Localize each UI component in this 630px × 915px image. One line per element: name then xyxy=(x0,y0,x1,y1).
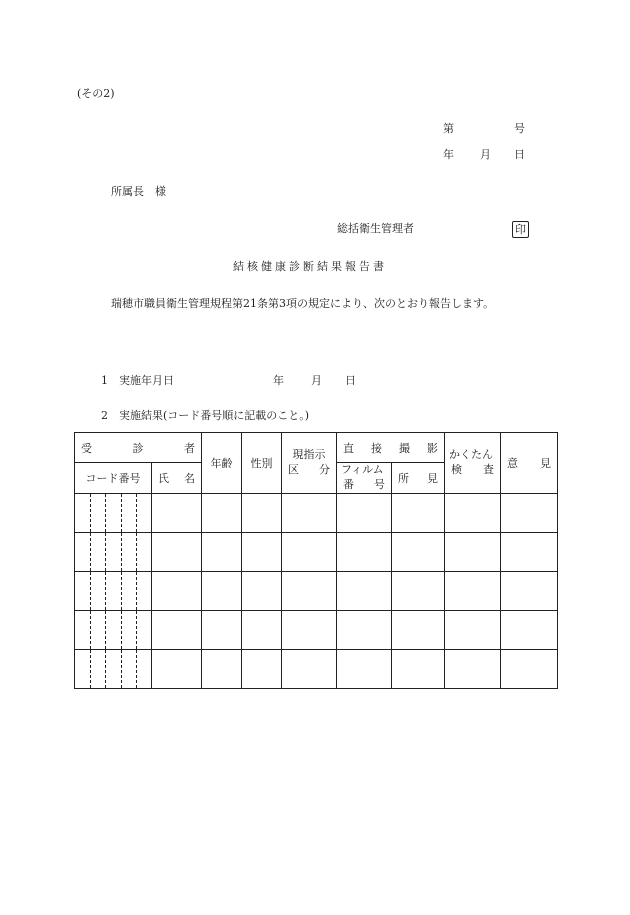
digit-divider xyxy=(105,572,106,610)
header-film-number: フィルム 番 号 xyxy=(337,463,392,494)
digit-divider xyxy=(90,533,91,571)
sex-cell[interactable] xyxy=(242,611,282,650)
digit-divider xyxy=(136,494,137,532)
sex-cell[interactable] xyxy=(242,494,282,533)
addressee: 所属長 様 xyxy=(111,185,166,198)
code-number-cell[interactable] xyxy=(75,572,152,611)
sex-cell[interactable] xyxy=(242,650,282,689)
intro-text: 瑞穂市職員衛生管理規程第21条第3項の規定により、次のとおり報告します。 xyxy=(111,297,495,310)
digit-divider xyxy=(121,572,122,610)
opinion-cell[interactable] xyxy=(501,533,558,572)
code-number-cell[interactable] xyxy=(75,533,152,572)
form-number: (その2) xyxy=(77,87,115,100)
table-row xyxy=(75,611,558,650)
film-number-cell[interactable] xyxy=(337,611,392,650)
instruction-cell[interactable] xyxy=(282,650,337,689)
opinion-cell[interactable] xyxy=(501,611,558,650)
code-number-cell[interactable] xyxy=(75,611,152,650)
item1-month: 月 xyxy=(311,374,322,387)
findings-cell[interactable] xyxy=(392,650,445,689)
header-name: 氏 名 xyxy=(152,463,202,494)
digit-divider xyxy=(105,650,106,688)
opinion-cell[interactable] xyxy=(501,650,558,689)
digit-divider xyxy=(105,611,106,649)
header-instruction: 現指示 区 分 xyxy=(282,433,337,494)
instruction-cell[interactable] xyxy=(282,494,337,533)
instruction-cell[interactable] xyxy=(282,572,337,611)
digit-divider xyxy=(90,650,91,688)
sputum-cell[interactable] xyxy=(445,611,501,650)
name-cell[interactable] xyxy=(152,533,202,572)
film-number-cell[interactable] xyxy=(337,494,392,533)
age-cell[interactable] xyxy=(202,533,242,572)
doc-number-suffix: 号 xyxy=(514,122,525,135)
age-cell[interactable] xyxy=(202,572,242,611)
header-age: 年齢 xyxy=(202,433,242,494)
digit-divider xyxy=(136,611,137,649)
sputum-cell[interactable] xyxy=(445,572,501,611)
header-findings: 所 見 xyxy=(392,463,445,494)
header-examinee: 受 診 者 xyxy=(75,433,202,463)
age-cell[interactable] xyxy=(202,611,242,650)
digit-divider xyxy=(136,650,137,688)
item1-day: 日 xyxy=(345,374,356,387)
digit-divider xyxy=(90,572,91,610)
header-opinion: 意 見 xyxy=(501,433,558,494)
sex-cell[interactable] xyxy=(242,572,282,611)
header-sex: 性別 xyxy=(242,433,282,494)
sputum-cell[interactable] xyxy=(445,494,501,533)
film-number-cell[interactable] xyxy=(337,533,392,572)
table-row xyxy=(75,533,558,572)
digit-divider xyxy=(121,611,122,649)
name-cell[interactable] xyxy=(152,650,202,689)
findings-cell[interactable] xyxy=(392,533,445,572)
digit-divider xyxy=(90,611,91,649)
header-code-number: コード番号 xyxy=(75,463,152,494)
digit-divider xyxy=(121,533,122,571)
name-cell[interactable] xyxy=(152,494,202,533)
findings-cell[interactable] xyxy=(392,572,445,611)
sputum-cell[interactable] xyxy=(445,650,501,689)
opinion-cell[interactable] xyxy=(501,572,558,611)
header-sputum: かくたん 検 査 xyxy=(445,433,501,494)
results-table xyxy=(74,432,558,689)
digit-divider xyxy=(136,572,137,610)
code-number-cell[interactable] xyxy=(75,494,152,533)
digit-divider xyxy=(90,494,91,532)
table-row xyxy=(75,572,558,611)
sputum-cell[interactable] xyxy=(445,533,501,572)
opinion-cell[interactable] xyxy=(501,494,558,533)
item1-label: 1 実施年月日 xyxy=(101,374,174,387)
digit-divider xyxy=(121,494,122,532)
item2-label: 2 実施結果(コード番号順に記載のこと。) xyxy=(101,409,310,422)
doc-number-prefix: 第 xyxy=(443,122,454,135)
date-month: 月 xyxy=(480,148,491,161)
seal-mark: 印 xyxy=(512,221,529,238)
name-cell[interactable] xyxy=(152,611,202,650)
table-row xyxy=(75,494,558,533)
sender-title: 総括衛生管理者 xyxy=(337,222,414,235)
digit-divider xyxy=(105,533,106,571)
film-number-cell[interactable] xyxy=(337,572,392,611)
table-row xyxy=(75,650,558,689)
name-cell[interactable] xyxy=(152,572,202,611)
item1-year: 年 xyxy=(273,374,284,387)
header-direct-xray: 直 接 撮 影 xyxy=(337,433,445,463)
age-cell[interactable] xyxy=(202,494,242,533)
instruction-cell[interactable] xyxy=(282,611,337,650)
findings-cell[interactable] xyxy=(392,494,445,533)
digit-divider xyxy=(121,650,122,688)
digit-divider xyxy=(136,533,137,571)
date-day: 日 xyxy=(514,148,525,161)
code-number-cell[interactable] xyxy=(75,650,152,689)
age-cell[interactable] xyxy=(202,650,242,689)
sex-cell[interactable] xyxy=(242,533,282,572)
instruction-cell[interactable] xyxy=(282,533,337,572)
report-title: 結核健康診断結果報告書 xyxy=(233,260,387,273)
findings-cell[interactable] xyxy=(392,611,445,650)
digit-divider xyxy=(105,494,106,532)
date-year: 年 xyxy=(443,148,454,161)
film-number-cell[interactable] xyxy=(337,650,392,689)
